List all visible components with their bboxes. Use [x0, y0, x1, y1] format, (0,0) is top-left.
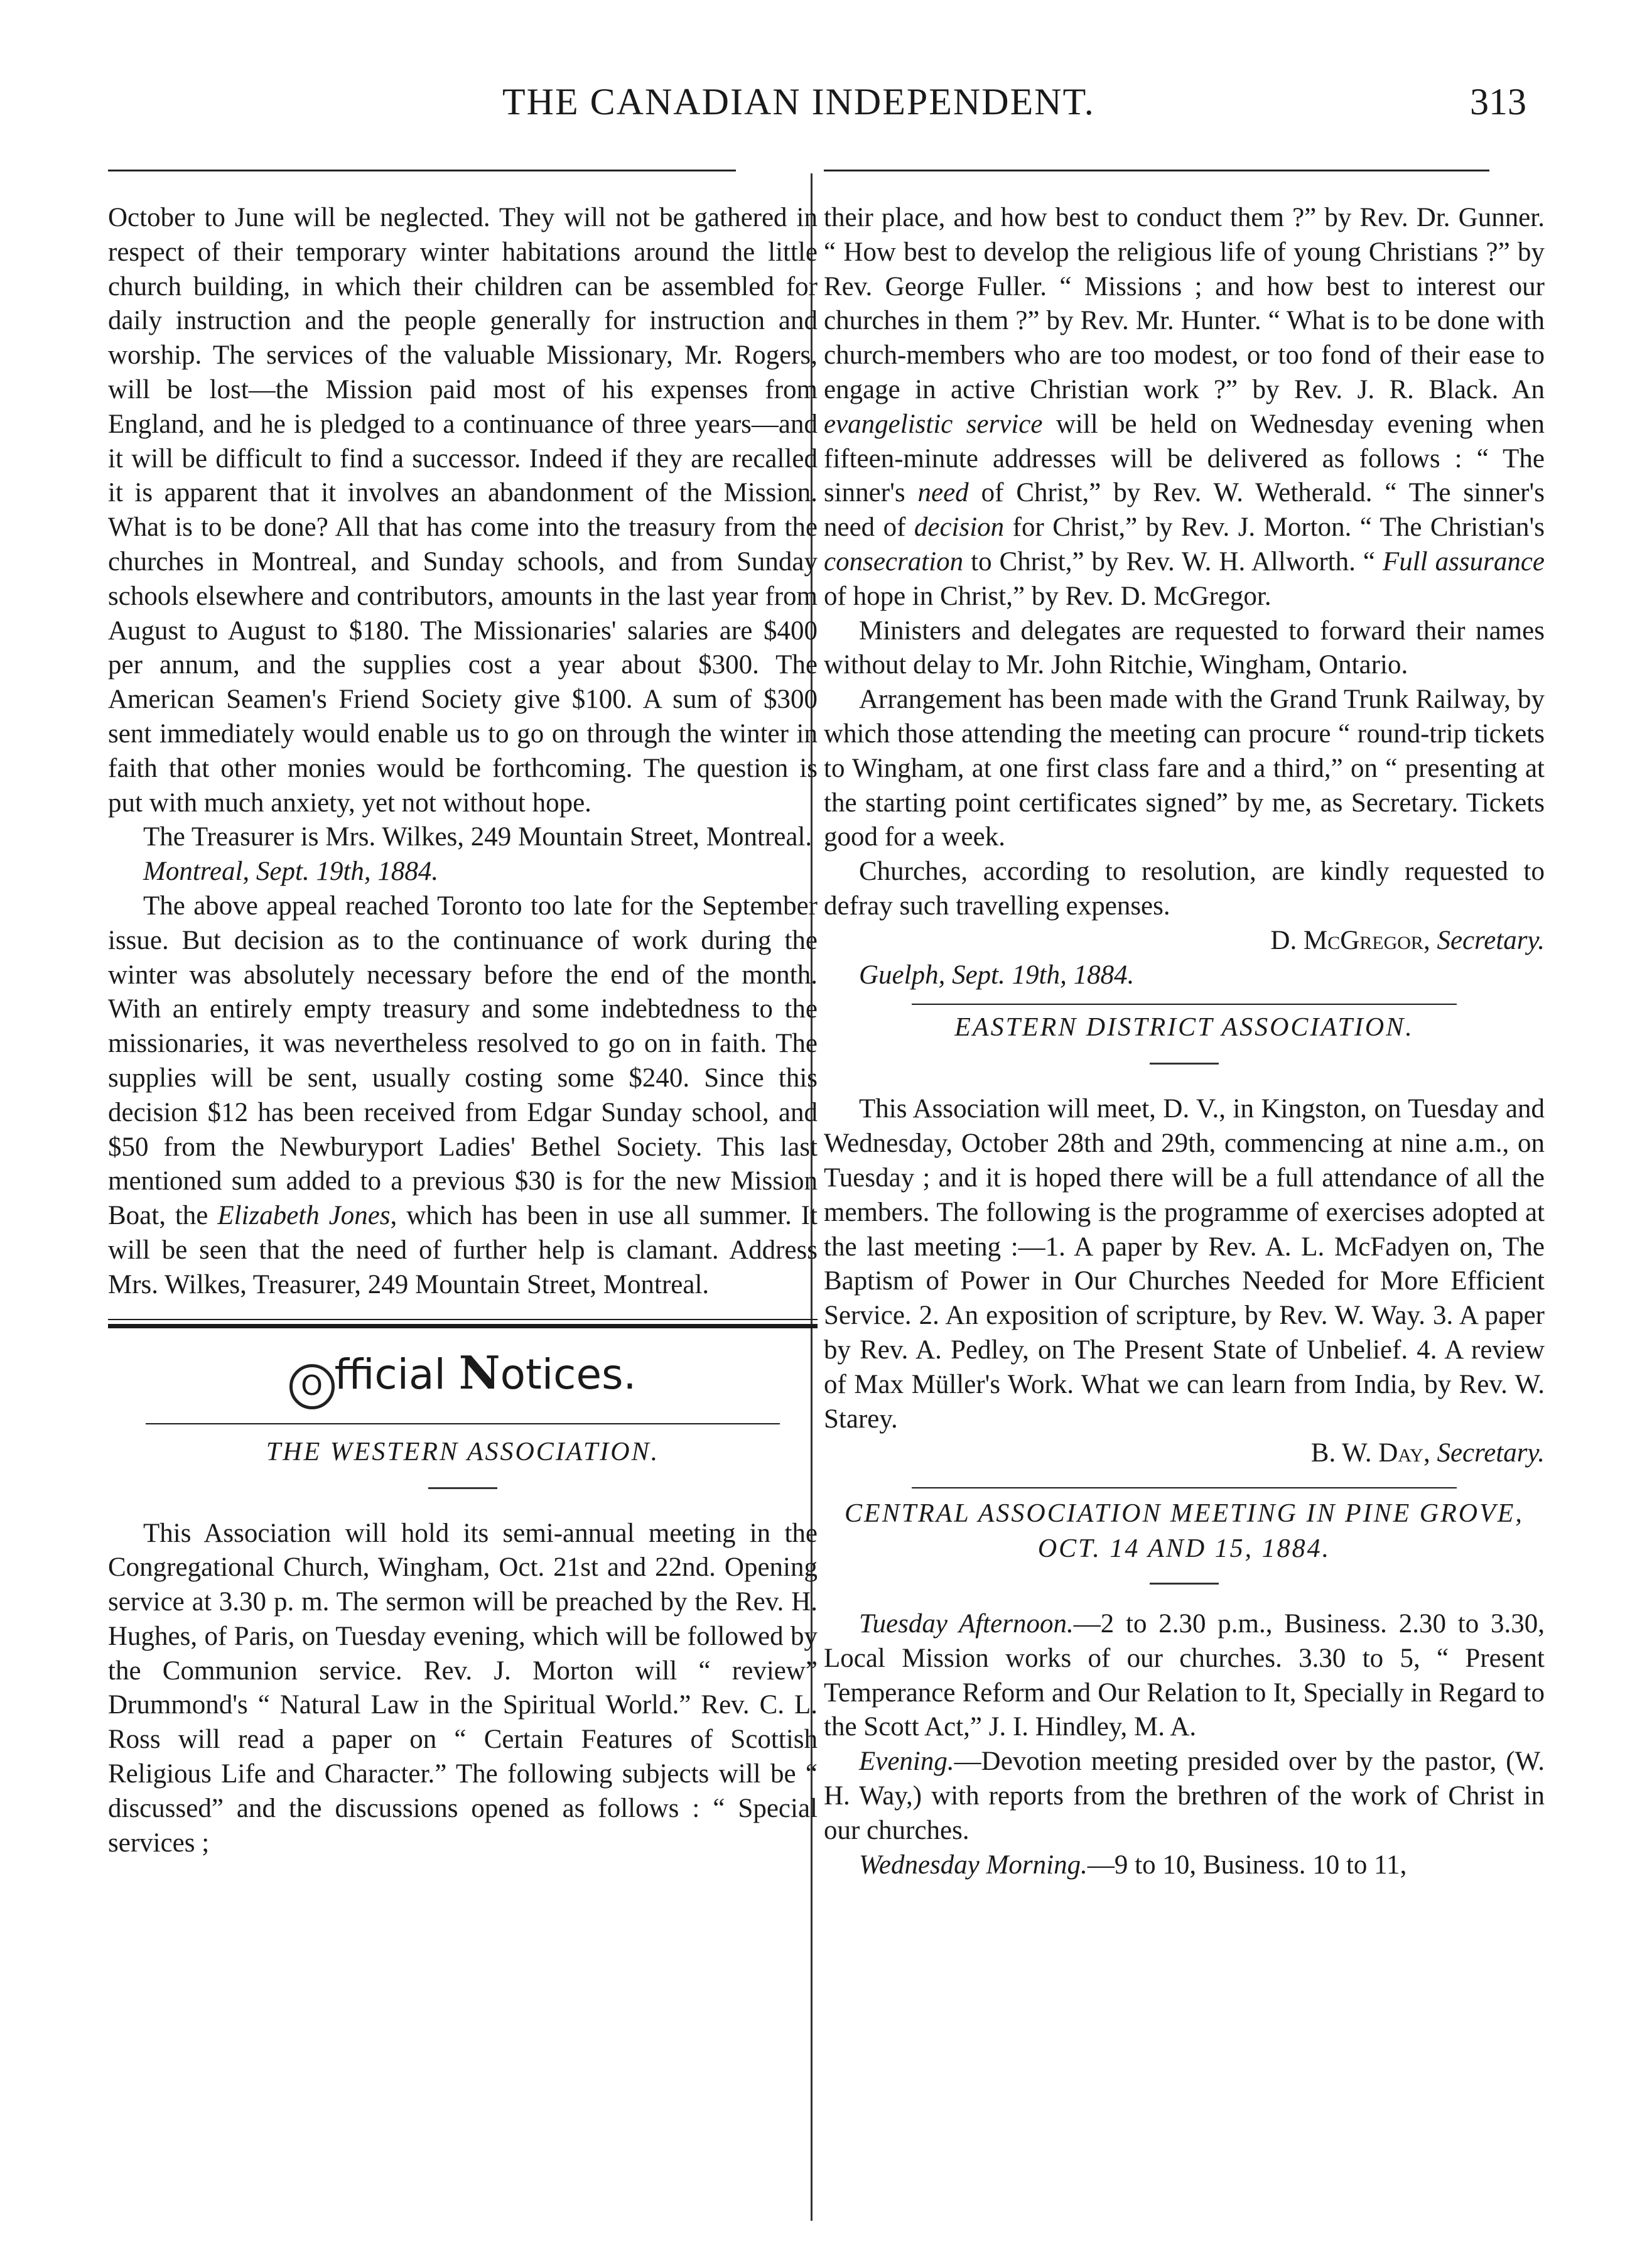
western-dateline: Guelph, Sept. 19th, 1884. [859, 960, 1135, 990]
appeal-dateline: Montreal, Sept. 19th, 1884. [143, 857, 439, 887]
central-evening-paragraph [824, 1745, 1545, 1848]
western-signature-name: D. McGregor, [1270, 925, 1430, 955]
wednesday-morning-label: Wednesday Morning. [859, 1850, 1088, 1880]
notices-title-part-2: otices. [500, 1350, 637, 1399]
western-continuation [824, 201, 1545, 614]
continuation-text-4: for Christ,” by Rev. J. Morton. “ The Christian's [1004, 512, 1545, 543]
continuation-text-1: their place, and how best to conduct them ?” by Rev. Dr. Gunner. “ How best to develop the religious life of young Christians ?” by Rev. George Fuller. “ Missions ; and how best to interest our churches in them ?” by Rev. Mr. Hunter. “ What is to be done with church-members who are too modest, or too fond of their ease to engage in active Christian work ?” by Rev. J. R. Black. An [824, 203, 1545, 404]
header-rule-right [824, 170, 1489, 171]
central-wednesday-paragraph [824, 1848, 1545, 1883]
eastern-signature-role: Secretary. [1437, 1438, 1545, 1468]
page-number: 313 [1470, 81, 1526, 122]
decision-text: decision [914, 512, 1005, 543]
treasurer-paragraph: The Treasurer is Mrs. Wilkes, 249 Mountain Street, Montreal. [143, 822, 813, 852]
need-text: need [917, 478, 969, 508]
header-rule-left [108, 170, 736, 171]
eastern-paragraph: This Association will meet, D. V., in Kingston, on Tuesday and Wednesday, October 28th and 29th, commencing at nine a.m., on Tuesday ; and it is hoped there will be a full attendance of all the members. The following is the programme of exercises adopted at the last meeting :—1. A paper by Rev. A. L. McFadyen on, The Baptism of Power in Our Churches Needed for More Efficient Service. 2. An exposition of scripture, by Rev. W. Way. 3. A paper by Rev. A. Pedley, on The Present State of Unbelief. 4. A review of Max Müller's Work. What we can learn from India, by Rev. W. Starey. [824, 1094, 1545, 1434]
evangelistic-service-text: evangelistic service [824, 409, 1043, 439]
consecration-text: consecration [824, 546, 964, 577]
eastern-signature [824, 1436, 1545, 1471]
railway-paragraph: Arrangement has been made with the Grand Trunk Railway, by which those attending the meeting can procure “ round-trip tickets to Wingham, at one first class fare and a third,” on “ presenting at the starting point certificates signed” by me, as Secretary. Tickets good for a week. [824, 685, 1545, 852]
continuation-text-5: to Christ,” by Rev. W. H. Allworth. “ [963, 546, 1383, 577]
western-paragraph: This Association will hold its semi-annual meeting in the Congregational Church, Wingham, Oct. 21st and 22nd. Opening service at 3.30 p. m. The sermon will be preached by the Rev. H. Hughes, of Paris, on Tuesday evening, which will be followed by the Communion service. Rev. J. Morton will “ review” Drummond's “ Natural Law in the Spiritual World.” Rev. C. L. Ross will read a paper on “ Certain Features of Scottish Religious Life and Character.” The following subjects will be “ discussed” and the discussions opened as follows : “ Special services ; [108, 1518, 818, 1858]
running-head [0, 80, 1652, 131]
continuation-text-2: will be held on Wednesday evening when fifteen-minute addresses will be delivered as follows : “ The sinner's [824, 409, 1545, 508]
followup-text-1: The above appeal reached Toronto too late for the September issue. But decision as to the continuance of work during the winter was absolutely necessary before the end of the month. With an entirely empty treasury and some indebtedness to the missionaries, it was nevertheless resolved to go on in faith. The supplies will be sent, usually costing some $240. Since this decision $12 has been received from Edgar Sunday school, and $50 from the Newburyport Ladies' Bethel Society. This last mentioned sum added to a previous $30 is for the new Mission Boat, the [108, 891, 818, 1231]
western-association-heading: THE WESTERN ASSOCIATION. [266, 1437, 660, 1466]
ornament-n-icon: N [458, 1345, 500, 1399]
central-association-heading: CENTRAL ASSOCIATION MEETING IN PINE GROVE, OCT. 14 AND 15, 1884. [845, 1499, 1524, 1564]
full-assurance-text: Full assurance [1382, 546, 1545, 577]
eastern-district-heading: EASTERN DISTRICT ASSOCIATION. [954, 1013, 1414, 1043]
notices-title-part-1: fficial [334, 1350, 459, 1399]
continuation-text-3: of Christ,” by Rev. W. Wetherald. “ The sinner's need of [824, 478, 1545, 543]
right-column [824, 201, 1545, 1882]
boat-name: Elizabeth Jones [217, 1201, 391, 1231]
left-column [108, 201, 818, 1860]
central-tuesday-paragraph [824, 1607, 1545, 1745]
tuesday-afternoon-label: Tuesday Afternoon. [859, 1609, 1074, 1639]
western-signature-role: Secretary. [1437, 925, 1545, 955]
official-notices-title [108, 1345, 818, 1409]
tuesday-afternoon-text: —2 to 2.30 p.m., Business. 2.30 to 3.30, Local Mission works of our churches. 3.30 to 5, “ Present Temperance Reform and Our Relation to It, Specially in Regard to the Scott Act,” J. I. Hindley, M. A. [824, 1609, 1545, 1742]
followup-paragraph [108, 889, 818, 1303]
ministers-paragraph: Ministers and delegates are requested to forward their names without delay to Mr. John Ritchie, Wingham, Ontario. [824, 615, 1545, 680]
churches-paragraph: Churches, according to resolution, are kindly requested to defray such travelling expenses. [824, 857, 1545, 921]
evening-label: Evening. [859, 1747, 954, 1777]
eastern-signature-name: B. W. Day, [1310, 1438, 1430, 1468]
western-signature [824, 924, 1545, 958]
followup-text-2: , which has been in use all summer. It will be seen that the need of further help is clamant. Address Mrs. Wilkes, Treasurer, 249 Mountain Street, Montreal. [108, 1201, 818, 1299]
ornament-o-icon: O [289, 1364, 335, 1409]
appeal-paragraph: October to June will be neglected. They will not be gathered in respect of their temporary winter habitations around the little church building, in which their children can be assembled for daily instruction and the people generally for instruction and worship. The services of the valuable Missionary, Mr. Rogers, will be lost—the Mission paid most of his expenses from England, and he is pledged to a continuance of three years—and it will be difficult to find a successor. Indeed if they are recalled it is apparent that it involves an abandonment of the Mission. What is to be done? All that has come into the treasury from the churches in Montreal, and Sunday schools, and from Sunday schools elsewhere and contributors, amounts in the last year from August to August to $180. The Missionaries' salaries are $400 per annum, and the supplies cost a year about $300. The American Seamen's Friend Society give $100. A sum of $300 sent immediately would enable us to go on through the winter in faith that other monies would be forthcoming. The question is put with much anxiety, yet not without hope. [108, 203, 818, 818]
continuation-text-6: of hope in Christ,” by Rev. D. McGregor. [824, 581, 1271, 611]
evening-text: —Devotion meeting presided over by the pastor, (W. H. Way,) with reports from the brethren of the work of Christ in our churches. [824, 1747, 1545, 1845]
wednesday-morning-text: —9 to 10, Business. 10 to 11, [1087, 1850, 1407, 1880]
notices-rule-thick [108, 1324, 818, 1328]
journal-title: THE CANADIAN INDEPENDENT. [502, 81, 1095, 122]
